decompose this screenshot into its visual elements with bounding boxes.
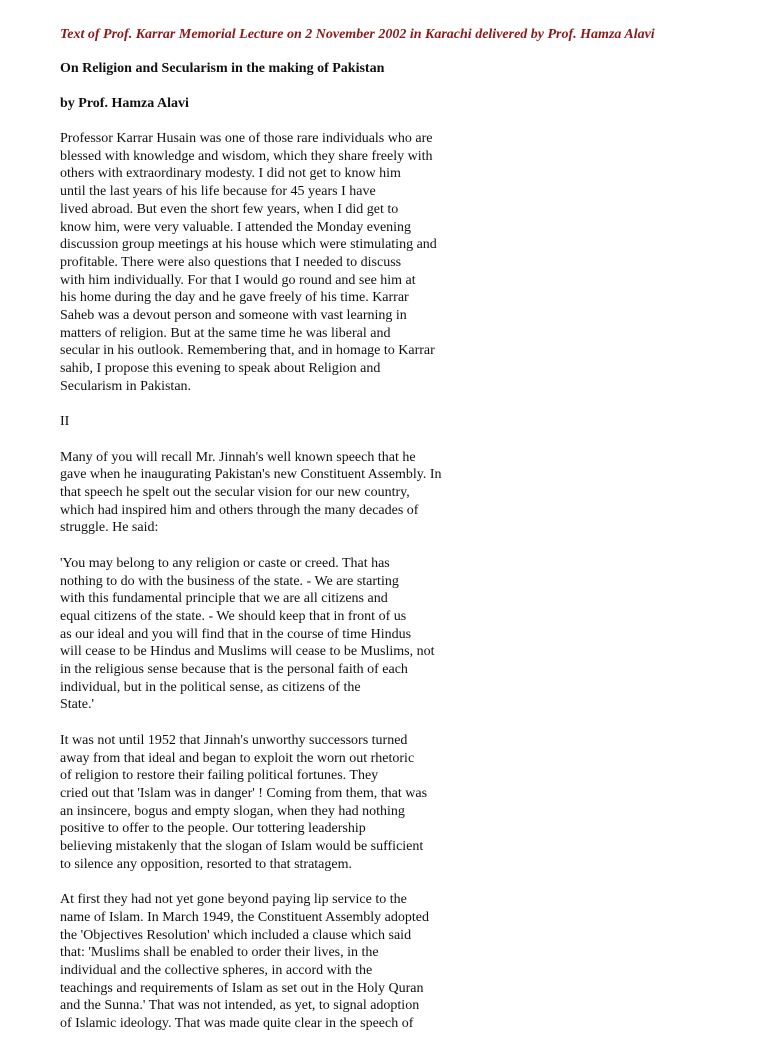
byline: by Prof. Hamza Alavi: [60, 96, 189, 111]
text-line: in the religious sense because that is the personal faith of each: [60, 662, 408, 678]
text-line: 'You may belong to any religion or caste or creed. That has: [60, 555, 390, 571]
text-line: discussion group meetings at his house which were stimulating and: [60, 237, 437, 253]
text-line: of religion to restore their failing political fortunes. They: [60, 768, 379, 784]
text-line: which had inspired him and others through the many decades of: [60, 502, 419, 518]
section-number: [60, 413, 750, 431]
text-line: until the last years of his life because for 45 years I have: [60, 184, 376, 200]
text-line: of Islamic ideology. That was made quite clear in the speech of: [60, 1016, 414, 1032]
text-line: with this fundamental principle that we are all citizens and: [60, 591, 388, 607]
text-line: know him, were very valuable. I attended the Monday evening: [60, 219, 412, 235]
text-line: Many of you will recall Mr. Jinnah's well known speech that he: [60, 449, 416, 465]
text-line: profitable. There were also questions that I needed to discuss: [60, 254, 402, 270]
text-line: Secularism in Pakistan.: [60, 378, 192, 394]
text-line: positive to offer to the people. Our tottering leadership: [60, 821, 366, 837]
text-line: believing mistakenly that the slogan of Islam would be sufficient: [60, 839, 424, 855]
text-line: teachings and requirements of Islam as set out in the Holy Quran: [60, 980, 424, 996]
text-line: At first they had not yet gone beyond paying lip service to the: [60, 892, 407, 908]
text-line: will cease to be Hindus and Muslims will cease to be Muslims, not: [60, 644, 435, 660]
lecture-header: Text of Prof. Karrar Memorial Lecture on 2 November 2002 in Karachi delivered by Prof. Hamza Alavi: [60, 27, 655, 42]
text-line: individual and the collective spheres, in accord with the: [60, 962, 373, 978]
text-line: away from that ideal and began to exploit the worn out rhetoric: [60, 750, 415, 766]
paragraph: [60, 555, 750, 714]
text-line: struggle. He said:: [60, 520, 159, 536]
text-line: matters of religion. But at the same time he was liberal and: [60, 325, 391, 341]
paragraph: [60, 891, 750, 1033]
text-line: the 'Objectives Resolution' which included a clause which said: [60, 927, 412, 943]
text-line: II: [60, 414, 70, 430]
paragraph: [60, 130, 750, 396]
text-line: others with extraordinary modesty. I did not get to know him: [60, 166, 401, 182]
text-line: an insincere, bogus and empty slogan, when they had nothing: [60, 803, 405, 819]
document-body: [60, 26, 750, 1050]
text-line: individual, but in the political sense, as citizens of the: [60, 679, 361, 695]
text-line: as our ideal and you will find that in the course of time Hindus: [60, 626, 412, 642]
text-line: his home during the day and he gave freely of his time. Karrar: [60, 290, 409, 306]
paragraph: [60, 732, 750, 874]
text-line: It was not until 1952 that Jinnah's unworthy successors turned: [60, 732, 408, 748]
text-line: lived abroad. But even the short few years, when I did get to: [60, 201, 399, 217]
text-line: Professor Karrar Husain was one of those rare individuals who are: [60, 131, 433, 146]
paragraphs-container: [60, 130, 750, 1033]
text-line: sahib, I propose this evening to speak about Religion and: [60, 361, 381, 377]
text-line: blessed with knowledge and wisdom, which they share freely with: [60, 148, 433, 164]
text-line: equal citizens of the state. - We should keep that in front of us: [60, 608, 407, 624]
text-line: to silence any opposition, resorted to that stratagem.: [60, 856, 352, 872]
text-line: Saheb was a devout person and someone with vast learning in: [60, 308, 407, 324]
text-line: that: 'Muslims shall be enabled to order their lives, in the: [60, 945, 379, 961]
text-line: name of Islam. In March 1949, the Constituent Assembly adopted: [60, 909, 429, 925]
text-line: gave when he inaugurating Pakistan's new Constituent Assembly. In: [60, 467, 442, 483]
text-line: that speech he spelt out the secular vision for our new country,: [60, 485, 410, 501]
text-line: and the Sunna.' That was not intended, as yet, to signal adoption: [60, 998, 420, 1014]
document-title: On Religion and Secularism in the making of Pakistan: [60, 61, 385, 76]
text-line: with him individually. For that I would go round and see him at: [60, 272, 416, 288]
text-line: secular in his outlook. Remembering that, and in homage to Karrar: [60, 343, 435, 359]
paragraph: [60, 449, 750, 538]
text-line: State.': [60, 697, 95, 713]
text-line: cried out that 'Islam was in danger' ! Coming from them, that was: [60, 785, 428, 801]
text-line: nothing to do with the business of the state. - We are starting: [60, 573, 399, 589]
